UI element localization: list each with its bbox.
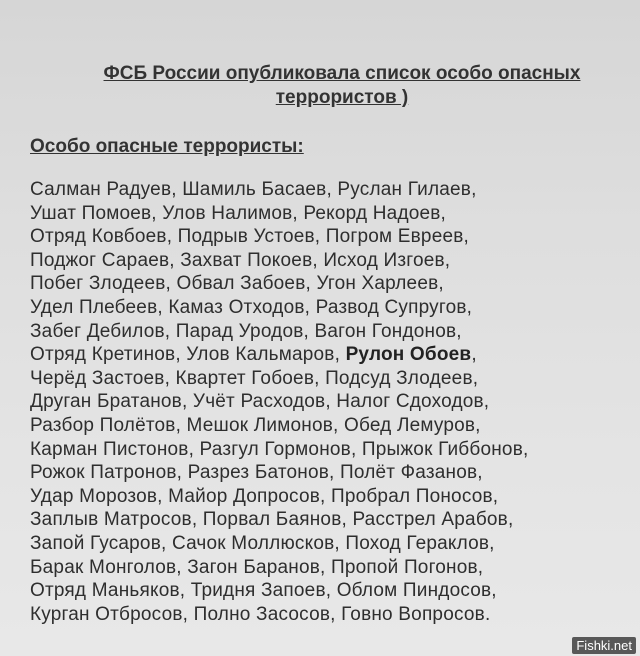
list-line: Курган Отбросов, Полно Засосов, Говно Вопросов. (30, 603, 491, 625)
list-line: Рожок Патронов, Разрез Батонов, Полёт Фазанов, (30, 462, 483, 484)
list-line: Салман Радуев, Шамиль Басаев, Руслан Гилаев, (30, 179, 477, 200)
list-line: Отряд Ковбоев, Подрыв Устоев, Погром Евреев, (30, 226, 469, 248)
list-line: Карман Пистонов, Разгул Гормонов, Прыжок Гиббонов, (30, 438, 529, 460)
list-line: Удел Плебеев, Камаз Отходов, Развод Супругов, (30, 296, 473, 318)
list-line: Разбор Полётов, Мешок Лимонов, Обед Лемуров, (30, 414, 481, 436)
list-line: Друган Братанов, Учёт Расходов, Налог Сдоходов, (30, 391, 490, 413)
list-line: Отряд Кретинов, Улов Кальмаров, Рулон Обоев, (30, 344, 477, 366)
list-line: Запой Гусаров, Сачок Моллюсков, Поход Гераклов, (30, 532, 495, 554)
list-line: Удар Морозов, Майор Допросов, Пробрал Поносов, (30, 485, 499, 507)
list-line: Побег Злодеев, Обвал Забоев, Угон Харлеев, (30, 273, 444, 295)
list-line: Черёд Застоев, Квартет Гобоев, Подсуд Злодеев, (30, 367, 479, 389)
watermark: Fishki.net (572, 637, 636, 654)
list-line: Забег Дебилов, Парад Уродов, Вагон Гондонов, (30, 320, 462, 342)
list-line: Заплыв Матросов, Порвал Баянов, Расстрел Арабов, (30, 509, 514, 531)
terrorist-list (30, 178, 630, 626)
highlighted-name: Рулон Обоев (345, 344, 472, 366)
list-line: Ушат Помоев, Улов Налимов, Рекорд Надоев, (30, 202, 447, 224)
page-title: ФСБ России опубликовала список особо опасных террористов ) (103, 63, 581, 108)
list-line: Поджог Сараев, Захват Покоев, Исход Изгоев, (30, 249, 451, 271)
list-line: Отряд Маньяков, Тридня Запоев, Облом Пиндосов, (30, 580, 497, 602)
section-heading: Особо опасные террористы: (30, 136, 304, 157)
list-line: Барак Монголов, Загон Баранов, Пропой Погонов, (30, 556, 484, 578)
